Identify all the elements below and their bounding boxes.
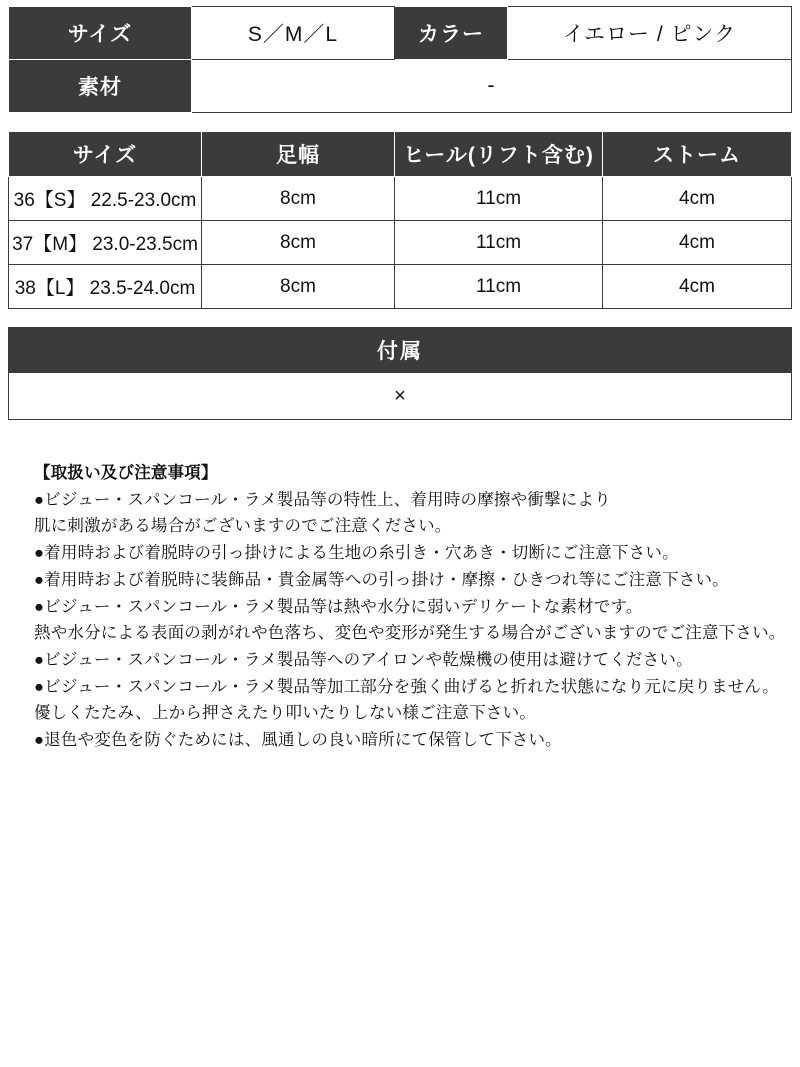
measurement-cell-width: 8cm (202, 265, 395, 309)
care-notes-title: 【取扱い及び注意事項】 (34, 464, 218, 482)
care-note-line: ●退色や変色を防ぐためには、風通しの良い暗所にて保管して下さい。 (34, 731, 562, 750)
table-row (9, 373, 792, 420)
care-note-line: ●ビジュー・スパンコール・ラメ製品等へのアイロンや乾燥機の使用は避けてください。 (34, 651, 693, 670)
measurement-cell-size: 38【L】 23.5-24.0cm (9, 265, 202, 309)
table-row (9, 265, 792, 309)
table-row (9, 221, 792, 265)
care-notes (34, 460, 792, 754)
spacer (8, 113, 792, 131)
measurement-table (8, 131, 792, 309)
care-note-line: ●着用時および着脱時の引っ掛けによる生地の糸引き・穴あき・切断にご注意下さい。 (34, 544, 679, 563)
table-header-row (9, 132, 792, 177)
accessory-value: × (9, 373, 792, 420)
measurement-cell-storm: 4cm (603, 177, 792, 221)
care-note-line: ●ビジュー・スパンコール・ラメ製品等の特性上、着用時の摩擦や衝撃により (34, 490, 611, 509)
care-note-line: 優しくたたみ、上から押さえたり叩いたりしない様ご注意下さい。 (34, 704, 536, 723)
spacer (8, 309, 792, 327)
measurement-cell-heel: 11cm (395, 221, 603, 265)
measurement-cell-width: 8cm (202, 177, 395, 221)
measurement-cell-size: 37【M】 23.0-23.5cm (9, 221, 202, 265)
measurement-cell-size: 36【S】 22.5-23.0cm (9, 177, 202, 221)
table-row (9, 60, 792, 113)
care-note-line: 熱や水分による表面の剥がれや色落ち、変色や変形が発生する場合がございますのでご注意下さい。 (34, 624, 786, 643)
measurement-header-storm: ストーム (603, 132, 792, 177)
spec-value-size: S／M／L (192, 7, 395, 60)
table-row (9, 177, 792, 221)
spec-value-color: イエロー / ピンク (508, 7, 792, 60)
spec-value-material: - (192, 60, 792, 113)
care-note-line: ●ビジュー・スパンコール・ラメ製品等は熱や水分に弱いデリケートな素材です。 (34, 597, 643, 616)
measurement-header-width: 足幅 (202, 132, 395, 177)
accessory-header: 付属 (9, 328, 792, 373)
measurement-cell-width: 8cm (202, 221, 395, 265)
spec-table (8, 6, 792, 113)
care-note-line: 肌に刺激がある場合がございますのでご注意ください。 (34, 517, 452, 536)
table-header-row (9, 328, 792, 373)
measurement-cell-heel: 11cm (395, 177, 603, 221)
table-row (9, 7, 792, 60)
measurement-cell-storm: 4cm (603, 265, 792, 309)
accessory-table (8, 327, 792, 420)
measurement-header-heel: ヒール(リフト含む) (395, 132, 603, 177)
care-note-line: ●着用時および着脱時に装飾品・貴金属等への引っ掛け・摩擦・ひきつれ等にご注意下さい。 (34, 570, 729, 589)
measurement-cell-heel: 11cm (395, 265, 603, 309)
measurement-header-size: サイズ (9, 132, 202, 177)
care-note-line: ●ビジュー・スパンコール・ラメ製品等加工部分を強く曲げると折れた状態になり元に戻りません。 (34, 677, 779, 696)
spec-label-size: サイズ (9, 7, 192, 60)
spec-label-material: 素材 (9, 60, 192, 113)
spec-label-color: カラー (395, 7, 508, 60)
measurement-cell-storm: 4cm (603, 221, 792, 265)
